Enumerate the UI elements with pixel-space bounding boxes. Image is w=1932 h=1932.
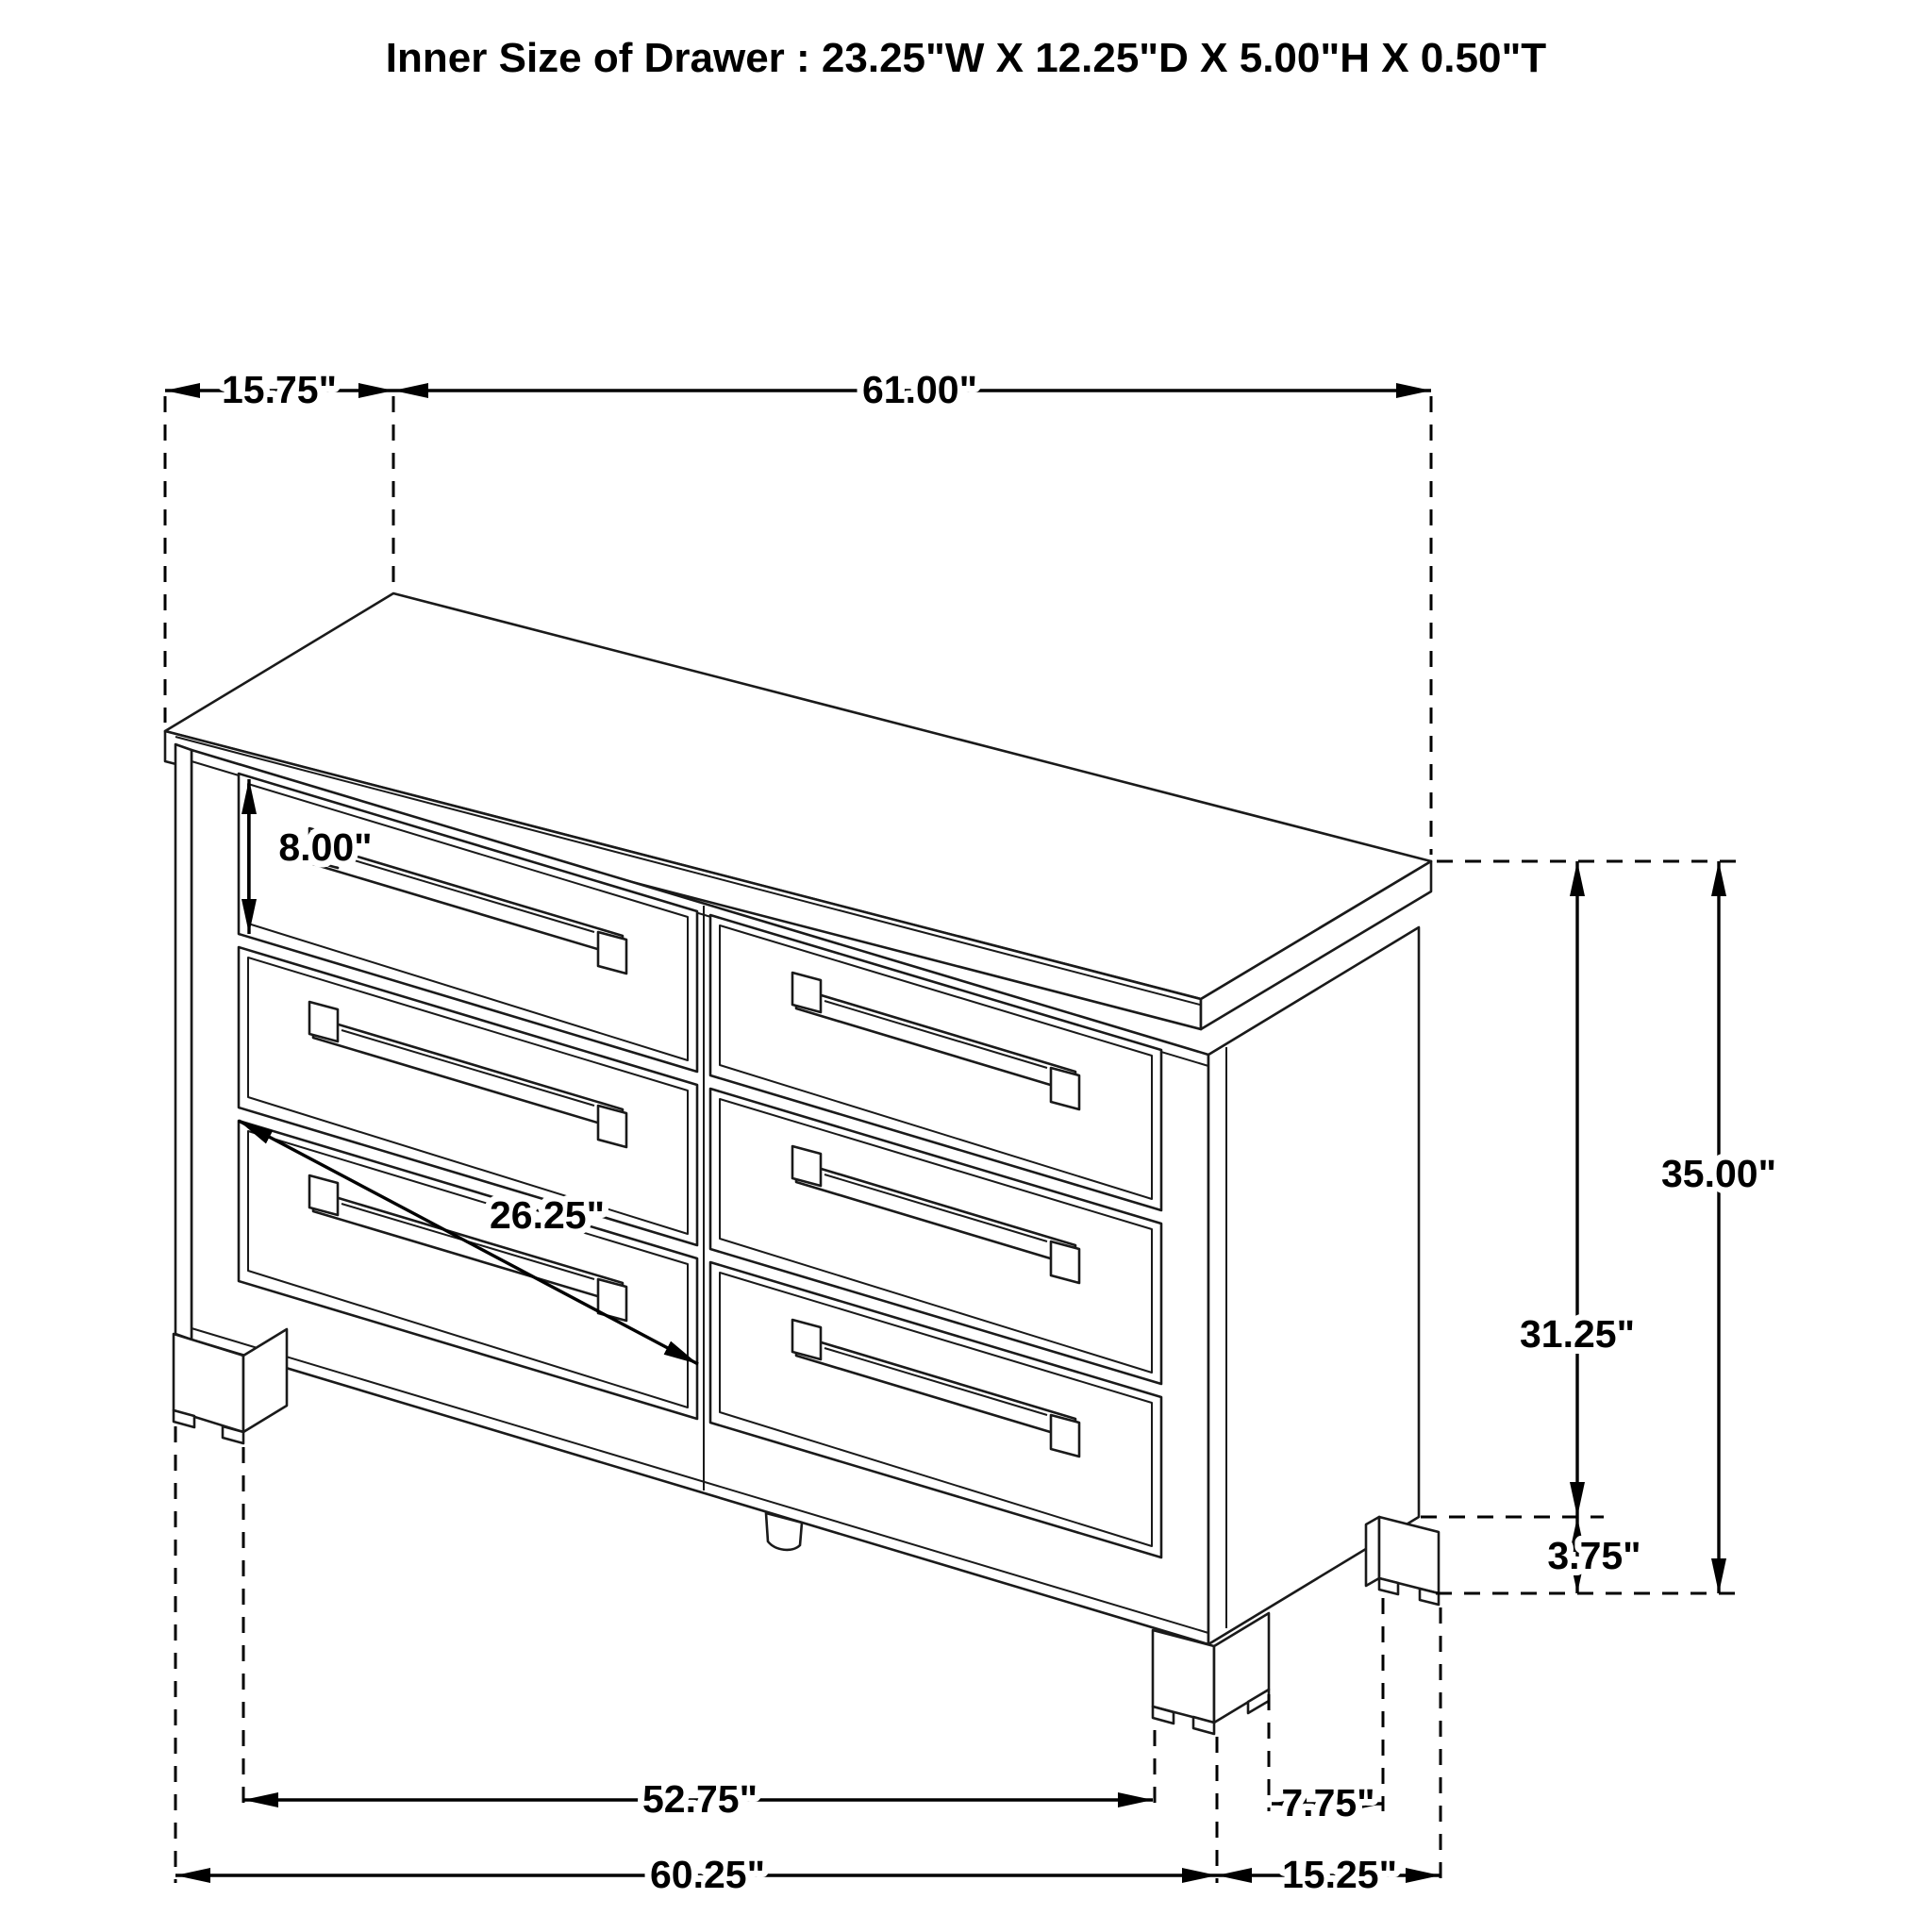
label-drawer-height: 8.00" [278, 825, 373, 869]
handle-post-left [792, 973, 821, 1012]
label-base-width: 60.25" [649, 1853, 766, 1896]
label-front-leg-span: 52.75" [641, 1777, 758, 1821]
label-case-height: 31.25" [1519, 1312, 1636, 1356]
handle-post-left [309, 1002, 338, 1041]
label-total-height: 35.00" [1660, 1152, 1777, 1195]
handle-post-right [598, 1106, 626, 1147]
leg-side-sliver [1366, 1517, 1379, 1586]
dim-total-height [1661, 861, 1776, 1593]
dresser-drawing [165, 593, 1439, 1734]
label-base-depth: 15.25" [1281, 1853, 1398, 1896]
dim-side-leg-gap [1272, 1781, 1383, 1824]
dim-top-overhang [165, 368, 393, 411]
dim-front-leg-span [243, 1777, 1153, 1821]
body-left-sliver [175, 744, 192, 1340]
handle-post-right [1051, 1241, 1079, 1283]
label-side-leg-gap: 7.75" [1281, 1781, 1375, 1824]
handle-post-right [1051, 1068, 1079, 1109]
handle-post-left [309, 1175, 338, 1215]
label-drawer-width: 26.25" [489, 1193, 606, 1237]
handle-post-left [792, 1146, 821, 1186]
handle-post-left [792, 1320, 821, 1359]
label-top-overhang: 15.75" [221, 368, 338, 411]
dim-case-height [1520, 861, 1635, 1517]
dim-base-width [175, 1853, 1217, 1896]
label-leg-height: 3.75" [1547, 1534, 1641, 1577]
label-top-width: 61.00" [861, 368, 978, 411]
back-right-leg [1366, 1517, 1439, 1605]
dim-top-width [393, 368, 1431, 411]
dim-base-depth [1217, 1853, 1441, 1896]
handle-post-right [1051, 1415, 1079, 1457]
handle-post-right [598, 932, 626, 974]
diagram-title: Inner Size of Drawer : 23.25"W X 12.25"D X 5.00"H X 0.50"T [385, 35, 1547, 81]
dim-leg-height [1547, 1517, 1641, 1593]
